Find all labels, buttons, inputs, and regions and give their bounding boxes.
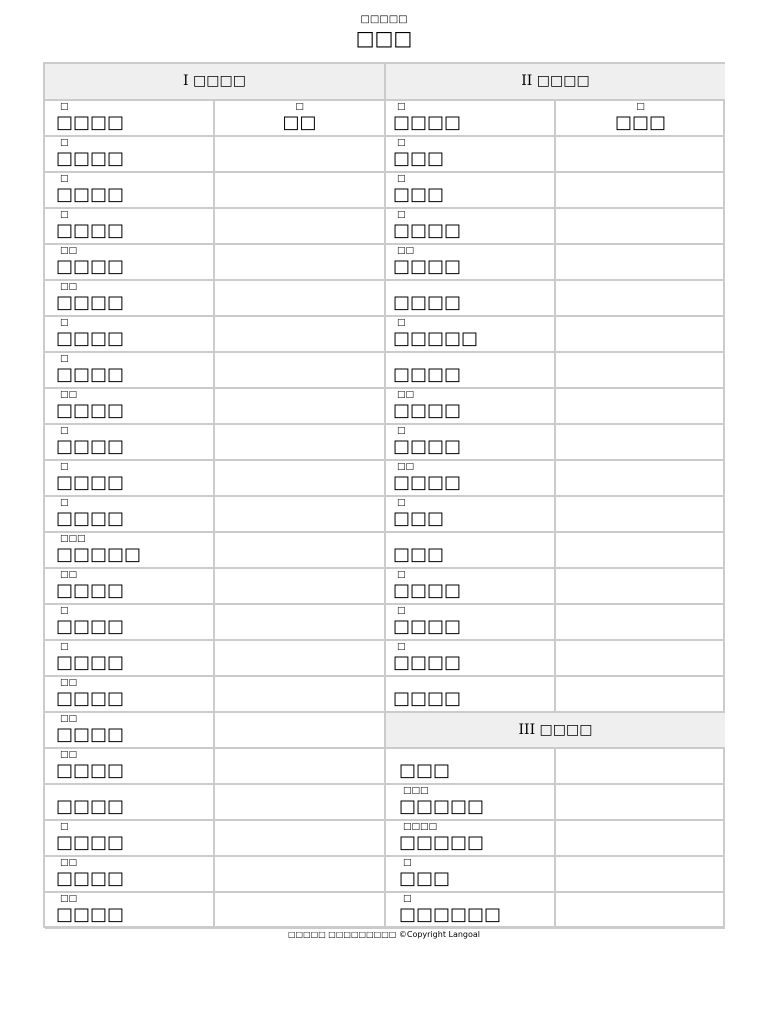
vocab-word-text: □□□□: [56, 256, 125, 277]
vocab-word-text: □□□□: [56, 724, 125, 745]
answer-cell[interactable]: [556, 749, 725, 785]
vocab-word-text: □□□□: [56, 364, 125, 385]
furigana-text: □: [397, 174, 406, 184]
vocab-word-cell: [386, 461, 556, 497]
answer-cell[interactable]: [556, 245, 725, 281]
copyright-footer: □□□□□ □□□□□□□□□ ©Copyright Langoal: [287, 930, 481, 939]
answer-cell[interactable]: [556, 569, 725, 605]
vocab-word-cell: [386, 569, 556, 605]
vocab-word-text: □□□□: [56, 868, 125, 889]
vocab-word-cell: [45, 785, 215, 821]
answer-cell[interactable]: [556, 677, 725, 713]
furigana-text: □□: [60, 678, 78, 688]
vocab-word-text: □□□□: [56, 580, 125, 601]
vocab-word-cell: [386, 317, 556, 353]
furigana-text: □□: [60, 246, 78, 256]
answer-cell[interactable]: [215, 677, 386, 713]
answer-cell[interactable]: [556, 461, 725, 497]
vocab-word-cell: [386, 353, 556, 389]
vocab-word-cell: [45, 569, 215, 605]
answer-cell[interactable]: [556, 137, 725, 173]
vocab-word-cell: [45, 605, 215, 641]
vocab-word-text: □□□□: [56, 184, 125, 205]
answer-cell[interactable]: [556, 533, 725, 569]
vocab-word-text: □□□□: [56, 904, 125, 925]
answer-furigana-text: □: [295, 102, 304, 112]
vocab-word-text: □□□: [393, 544, 445, 565]
answer-cell[interactable]: [215, 173, 386, 209]
vocab-word-cell: [386, 677, 556, 713]
vocab-word-cell: [45, 641, 215, 677]
vocab-word-cell: [386, 605, 556, 641]
furigana-text: □□□: [403, 786, 429, 796]
vocab-word-text: □□□□: [393, 580, 462, 601]
answer-cell[interactable]: [556, 209, 725, 245]
vocab-word-text: □□□□: [393, 256, 462, 277]
answer-cell[interactable]: [215, 749, 386, 785]
vocab-word-text: □□□□: [393, 436, 462, 457]
furigana-text: □: [60, 102, 69, 112]
vocab-word-text: □□□□□□: [399, 904, 502, 925]
furigana-text: □□: [60, 894, 78, 904]
furigana-text: □: [60, 210, 69, 220]
vocab-word-text: □□□□: [56, 652, 125, 673]
furigana-text: □: [397, 498, 406, 508]
worksheet-title: □□□: [355, 26, 413, 50]
vocab-word-cell: [45, 281, 215, 317]
vocab-word-cell: [45, 245, 215, 281]
vocab-word-text: □□□□: [56, 328, 125, 349]
vocab-word-text: □□□: [393, 148, 445, 169]
answer-cell[interactable]: [215, 389, 386, 425]
answer-cell[interactable]: [556, 821, 725, 857]
answer-cell[interactable]: [215, 569, 386, 605]
vocab-word-text: □□□□: [56, 148, 125, 169]
vocab-word-cell: [386, 137, 556, 173]
furigana-text: □: [60, 318, 69, 328]
vocab-word-cell: [386, 425, 556, 461]
answer-cell[interactable]: [215, 101, 386, 137]
vocab-word-text: □□□□: [393, 220, 462, 241]
vocab-word-cell: [45, 101, 215, 137]
vocab-word-text: □□□□: [393, 472, 462, 493]
vocab-word-text: □□□□: [56, 760, 125, 781]
vocab-word-text: □□□□: [56, 616, 125, 637]
vocab-word-cell: [45, 209, 215, 245]
vocab-word-cell: [386, 281, 556, 317]
vocab-word-text: □□□□: [56, 508, 125, 529]
worksheet-subtitle: □□□□□: [360, 14, 408, 25]
section-header: II □□□□: [386, 64, 725, 101]
vocab-word-cell: [386, 821, 556, 857]
vocab-word-text: □□□□: [56, 796, 125, 817]
furigana-text: □: [397, 318, 406, 328]
furigana-text: □: [60, 174, 69, 184]
answer-cell[interactable]: [215, 713, 386, 749]
furigana-text: □: [397, 606, 406, 616]
furigana-text: □: [397, 210, 406, 220]
vocab-word-cell: [45, 173, 215, 209]
vocab-word-cell: [386, 245, 556, 281]
furigana-text: □: [60, 498, 69, 508]
answer-cell[interactable]: [215, 245, 386, 281]
answer-cell[interactable]: [215, 425, 386, 461]
vocab-word-cell: [386, 533, 556, 569]
vocab-word-text: □□□□: [393, 292, 462, 313]
vocab-word-text: □□□□: [393, 616, 462, 637]
vocab-word-cell: [45, 389, 215, 425]
answer-cell[interactable]: [215, 497, 386, 533]
answer-cell[interactable]: [556, 425, 725, 461]
section-header: III □□□□: [386, 713, 725, 749]
answer-cell[interactable]: [556, 497, 725, 533]
answer-text: □□: [282, 112, 317, 133]
vocab-word-cell: [45, 317, 215, 353]
answer-cell[interactable]: [556, 893, 725, 929]
furigana-text: □□: [60, 390, 78, 400]
answer-text: □□□: [614, 112, 667, 133]
vocab-word-text: □□□□: [56, 688, 125, 709]
furigana-text: □□: [397, 390, 415, 400]
furigana-text: □□: [60, 570, 78, 580]
vocab-word-cell: [386, 857, 556, 893]
vocab-word-text: □□□□□: [56, 544, 142, 565]
vocab-word-text: □□□□: [393, 652, 462, 673]
vocab-word-cell: [386, 209, 556, 245]
answer-cell[interactable]: [556, 605, 725, 641]
vocab-word-cell: [45, 857, 215, 893]
answer-cell[interactable]: [215, 353, 386, 389]
vocab-word-cell: [45, 497, 215, 533]
vocab-word-cell: [386, 749, 556, 785]
furigana-text: □□: [60, 750, 78, 760]
furigana-text: □: [60, 462, 69, 472]
answer-cell[interactable]: [215, 317, 386, 353]
answer-furigana-text: □: [636, 102, 645, 112]
furigana-text: □: [403, 894, 412, 904]
furigana-text: □□: [60, 282, 78, 292]
answer-cell[interactable]: [215, 461, 386, 497]
vocab-word-cell: [386, 497, 556, 533]
furigana-text: □: [397, 642, 406, 652]
answer-cell[interactable]: [556, 389, 725, 425]
furigana-text: □: [60, 642, 69, 652]
vocab-word-text: □□□□: [56, 112, 125, 133]
section-header: I □□□□: [45, 64, 386, 101]
vocab-word-cell: [45, 353, 215, 389]
worksheet-table: [43, 62, 725, 928]
vocab-word-cell: [45, 749, 215, 785]
answer-cell[interactable]: [215, 605, 386, 641]
furigana-text: □: [60, 426, 69, 436]
vocab-word-text: □□□□: [393, 400, 462, 421]
furigana-text: □: [60, 138, 69, 148]
furigana-text: □□□: [60, 534, 86, 544]
answer-cell[interactable]: [556, 353, 725, 389]
furigana-text: □: [397, 426, 406, 436]
answer-cell[interactable]: [215, 821, 386, 857]
vocab-word-cell: [386, 389, 556, 425]
vocab-word-text: □□□□: [393, 688, 462, 709]
vocab-word-text: □□□□□: [399, 796, 485, 817]
answer-cell[interactable]: [556, 317, 725, 353]
vocab-word-text: □□□: [393, 508, 445, 529]
vocab-word-text: □□□: [393, 184, 445, 205]
answer-cell[interactable]: [215, 281, 386, 317]
vocab-word-text: □□□□: [56, 220, 125, 241]
vocab-word-cell: [45, 137, 215, 173]
answer-cell[interactable]: [215, 641, 386, 677]
vocab-word-cell: [386, 641, 556, 677]
furigana-text: □: [60, 354, 69, 364]
furigana-text: □□: [60, 858, 78, 868]
furigana-text: □□: [60, 714, 78, 724]
furigana-text: □: [397, 138, 406, 148]
furigana-text: □□□□: [403, 822, 438, 832]
answer-cell[interactable]: [215, 893, 386, 929]
vocab-word-cell: [45, 461, 215, 497]
answer-cell[interactable]: [556, 101, 725, 137]
vocab-word-text: □□□□: [56, 832, 125, 853]
furigana-text: □□: [397, 462, 415, 472]
vocab-word-text: □□□□: [56, 472, 125, 493]
vocab-word-cell: [45, 533, 215, 569]
vocab-word-text: □□□□□: [399, 832, 485, 853]
vocab-word-text: □□□: [399, 868, 451, 889]
furigana-text: □: [403, 858, 412, 868]
answer-cell[interactable]: [215, 533, 386, 569]
vocab-word-cell: [386, 101, 556, 137]
answer-cell[interactable]: [556, 641, 725, 677]
answer-cell[interactable]: [215, 857, 386, 893]
vocab-word-text: □□□□: [56, 436, 125, 457]
answer-cell[interactable]: [215, 137, 386, 173]
furigana-text: □□: [397, 246, 415, 256]
vocab-word-cell: [45, 677, 215, 713]
vocab-word-text: □□□□□: [393, 328, 479, 349]
vocab-word-text: □□□□: [56, 400, 125, 421]
furigana-text: □: [60, 606, 69, 616]
answer-cell[interactable]: [556, 785, 725, 821]
answer-cell[interactable]: [556, 281, 725, 317]
answer-cell[interactable]: [556, 173, 725, 209]
vocab-word-text: □□□: [399, 760, 451, 781]
furigana-text: □: [397, 102, 406, 112]
vocab-word-text: □□□□: [393, 112, 462, 133]
answer-cell[interactable]: [215, 785, 386, 821]
vocab-word-text: □□□□: [56, 292, 125, 313]
answer-cell[interactable]: [556, 857, 725, 893]
vocab-word-cell: [45, 893, 215, 929]
vocab-word-cell: [45, 425, 215, 461]
answer-cell[interactable]: [215, 209, 386, 245]
furigana-text: □: [60, 822, 69, 832]
vocab-word-cell: [45, 713, 215, 749]
vocab-word-cell: [386, 785, 556, 821]
vocab-word-cell: [386, 893, 556, 929]
vocab-word-cell: [45, 821, 215, 857]
vocab-word-text: □□□□: [393, 364, 462, 385]
vocab-word-cell: [386, 173, 556, 209]
furigana-text: □: [397, 570, 406, 580]
